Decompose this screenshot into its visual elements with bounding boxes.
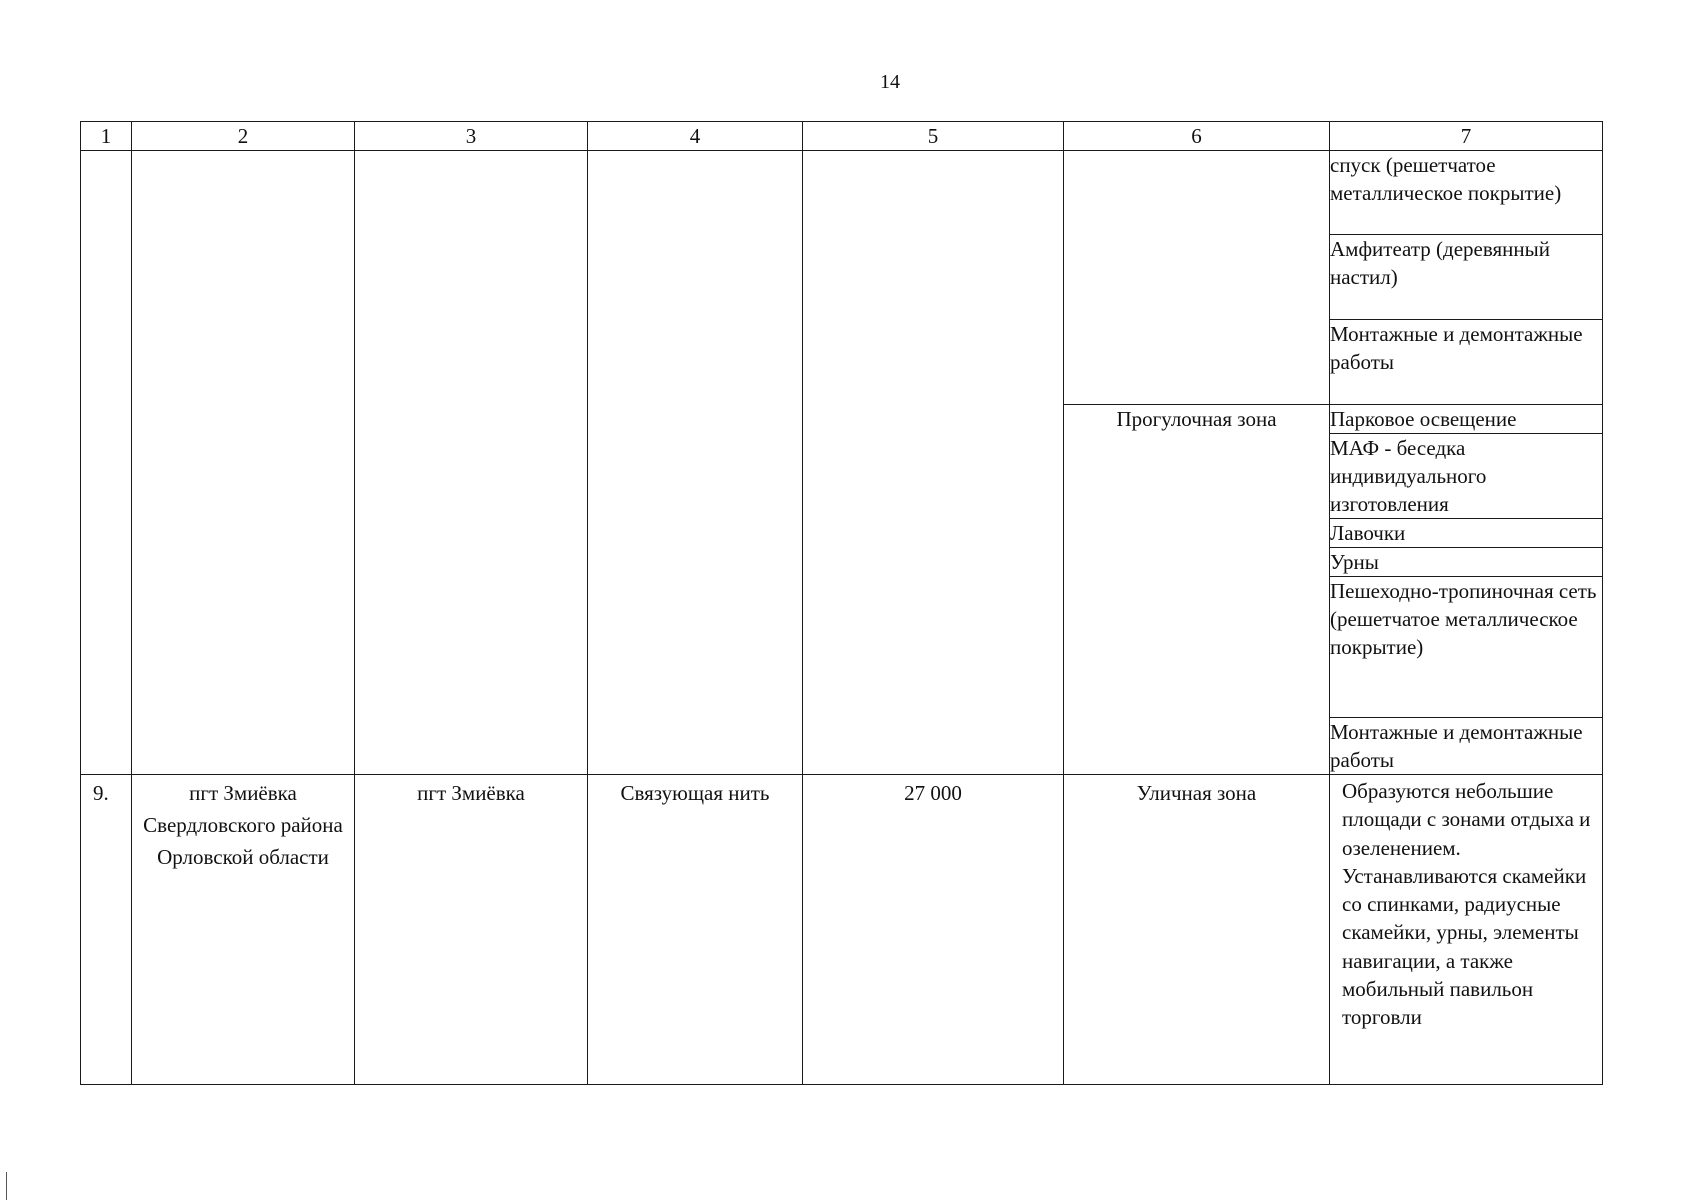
work-item: Пешеходно-тропиночная сеть (решетчатое металлическое покрытие)	[1330, 577, 1603, 718]
empty-cell	[81, 151, 132, 775]
empty-cell	[132, 151, 355, 775]
location-cell: пгт Змиёвка Свердловского района Орловской области	[132, 775, 355, 1085]
amount-cell: 27 000	[803, 775, 1064, 1085]
work-item: Монтажные и демонтажные работы	[1330, 718, 1603, 775]
settlement-cell: пгт Змиёвка	[355, 775, 588, 1085]
work-item: Монтажные и демонтажные работы	[1330, 320, 1603, 405]
empty-cell	[355, 151, 588, 775]
column-number: 7	[1330, 122, 1603, 151]
column-number: 2	[132, 122, 355, 151]
zone-name: Уличная зона	[1064, 775, 1330, 1085]
work-item: Парковое освещение	[1330, 405, 1603, 434]
empty-cell	[588, 151, 803, 775]
column-number: 4	[588, 122, 803, 151]
table-row	[81, 151, 1603, 235]
table-row	[81, 775, 1603, 1085]
page-number: 14	[880, 71, 900, 93]
empty-cell	[803, 151, 1064, 775]
column-number: 6	[1064, 122, 1330, 151]
work-item: спуск (решетчатое металлическое покрытие)	[1330, 151, 1603, 235]
column-number-row	[81, 122, 1603, 151]
description-cell: Образуются небольшие площади с зонами отдыха и озеленением. Устанавливаются скамейки со спинками, радиусные скамейки, урны, элементы навигации, а также мобильный павильон торговли	[1330, 775, 1603, 1085]
zone-cell-empty	[1064, 151, 1330, 405]
work-item: Амфитеатр (деревянный настил)	[1330, 235, 1603, 320]
row-number: 9.	[81, 775, 132, 1085]
column-number: 1	[81, 122, 132, 151]
project-name-cell: Связующая нить	[588, 775, 803, 1085]
column-number: 3	[355, 122, 588, 151]
work-item: Урны	[1330, 548, 1603, 577]
work-item: Лавочки	[1330, 519, 1603, 548]
work-item: МАФ - беседка индивидуального изготовления	[1330, 434, 1603, 519]
projects-table	[80, 121, 1603, 1085]
zone-name: Прогулочная зона	[1064, 405, 1330, 775]
scan-edge-mark	[6, 1172, 7, 1200]
column-number: 5	[803, 122, 1064, 151]
